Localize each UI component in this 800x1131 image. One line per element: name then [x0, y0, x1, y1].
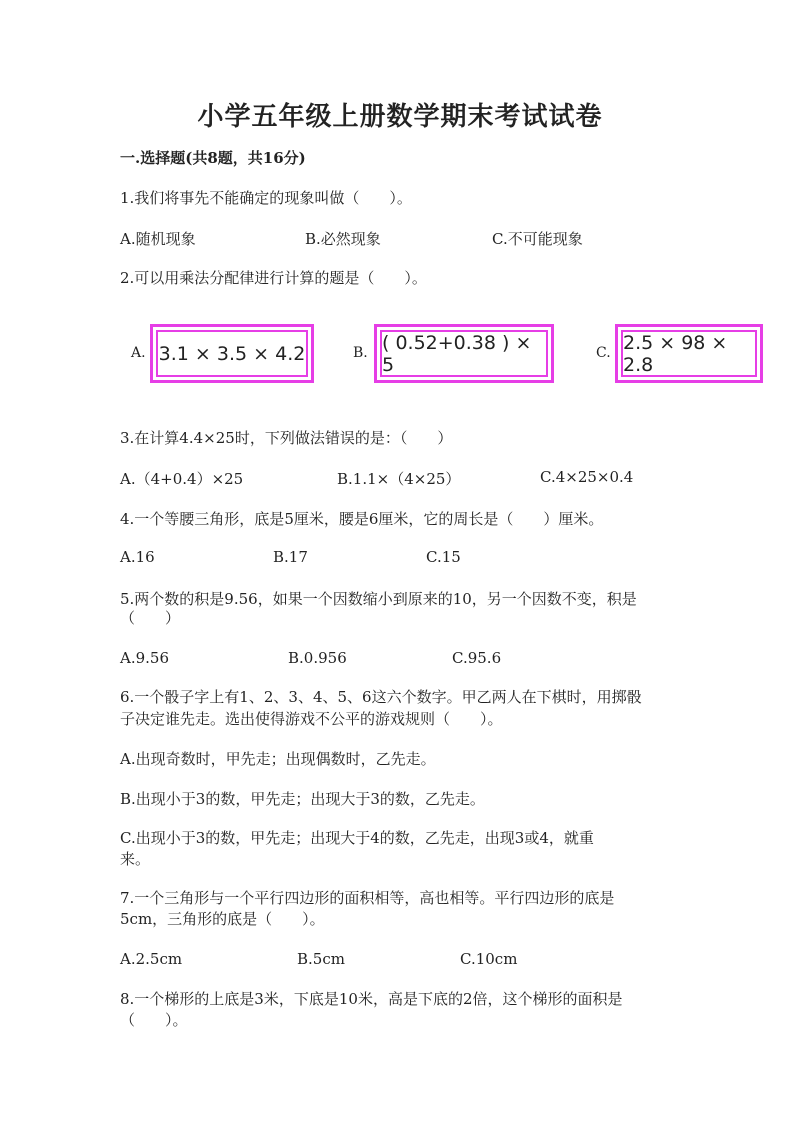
q6-option-c-line-2[interactable]: 来。	[120, 850, 151, 868]
q2-expression-b: ( 0.52+0.38 ) × 5	[380, 330, 548, 377]
question-3: 3.在计算4.4×25时，下列做法错误的是：（ ）	[120, 429, 453, 447]
q2-expression-box-b[interactable]	[374, 324, 554, 383]
q2-option-c[interactable]: C.	[596, 345, 611, 361]
question-7-line-1: 7.一个三角形与一个平行四边形的面积相等，高也相等。平行四边形的底是	[120, 889, 615, 907]
question-5-line-1: 5.两个数的积是9.56，如果一个因数缩小到原来的10，另一个因数不变，积是	[120, 590, 637, 608]
q1-option-b[interactable]: B.必然现象	[305, 230, 381, 248]
q5-option-c[interactable]: C.95.6	[452, 649, 502, 667]
section-heading: 一.选择题(共8题，共16分)	[120, 149, 306, 167]
q4-option-c[interactable]: C.15	[426, 548, 461, 566]
q3-option-a[interactable]: A.（4+0.4）×25	[120, 470, 244, 488]
q4-option-b[interactable]: B.17	[273, 548, 308, 566]
q6-option-b[interactable]: B.出现小于3的数，甲先走；出现大于3的数，乙先走。	[120, 790, 485, 808]
q7-option-c[interactable]: C.10cm	[460, 950, 518, 968]
q3-option-c[interactable]: C.4×25×0.4	[540, 468, 634, 486]
question-8-line-2: （ ）。	[120, 1011, 188, 1029]
q5-option-b[interactable]: B.0.956	[288, 649, 347, 667]
question-8-line-1: 8.一个梯形的上底是3米，下底是10米，高是下底的2倍，这个梯形的面积是	[120, 990, 623, 1008]
q6-option-c-line-1[interactable]: C.出现小于3的数，甲先走；出现大于4的数，乙先走，出现3或4，就重	[120, 829, 594, 847]
question-7-line-2: 5cm，三角形的底是（ ）。	[120, 910, 325, 928]
q5-option-a[interactable]: A.9.56	[120, 649, 169, 667]
q4-option-a[interactable]: A.16	[120, 548, 155, 566]
page-title: 小学五年级上册数学期末考试试卷	[197, 102, 603, 132]
q2-expression-a: 3.1 × 3.5 × 4.2	[156, 330, 308, 377]
q2-option-b[interactable]: B.	[353, 345, 368, 361]
question-5-line-2: （ ）	[120, 609, 181, 627]
q2-expression-box-c[interactable]	[615, 324, 763, 383]
q1-option-c[interactable]: C.不可能现象	[492, 230, 583, 248]
question-4: 4.一个等腰三角形，底是5厘米，腰是6厘米，它的周长是（ ）厘米。	[120, 510, 604, 528]
q6-option-a[interactable]: A.出现奇数时，甲先走；出现偶数时，乙先走。	[120, 750, 436, 768]
q7-option-b[interactable]: B.5cm	[297, 950, 345, 968]
question-1: 1.我们将事先不能确定的现象叫做（ ）。	[120, 189, 412, 207]
question-6-line-1: 6.一个骰子字上有1、2、3、4、5、6这六个数字。甲乙两人在下棋时，用掷骰	[120, 688, 642, 706]
question-2: 2.可以用乘法分配律进行计算的题是（ ）。	[120, 269, 427, 287]
q2-expression-box-a[interactable]	[150, 324, 314, 383]
q3-option-b[interactable]: B.1.1×（4×25）	[337, 470, 461, 488]
q1-option-a[interactable]: A.随机现象	[120, 230, 196, 248]
q2-option-a[interactable]: A.	[131, 345, 146, 361]
question-6-line-2: 子决定谁先走。选出使得游戏不公平的游戏规则（ ）。	[120, 710, 503, 728]
q7-option-a[interactable]: A.2.5cm	[120, 950, 183, 968]
q2-expression-c: 2.5 × 98 × 2.8	[621, 330, 757, 377]
